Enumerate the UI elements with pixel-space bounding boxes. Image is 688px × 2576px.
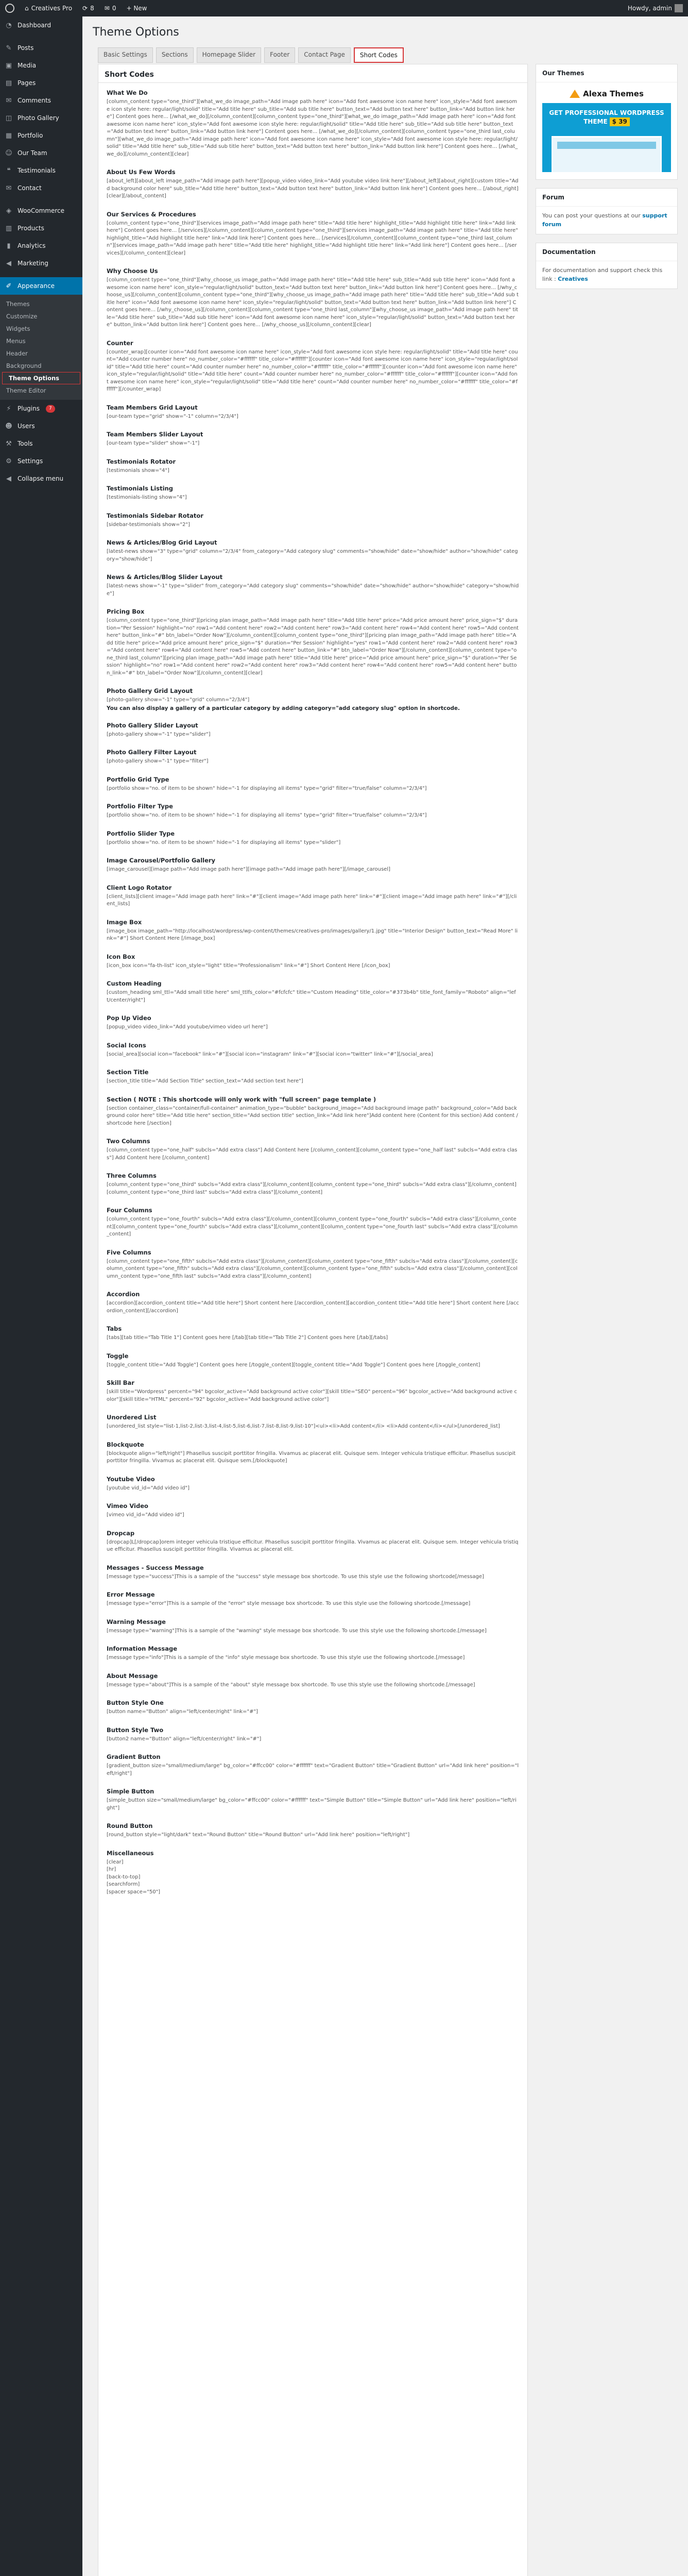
shortcode-title: Testimonials Sidebar Rotator: [107, 512, 203, 519]
theme-ad-banner[interactable]: [542, 84, 671, 172]
shortcode-title: Button Style One: [107, 1699, 164, 1706]
appearance-submenu: [0, 295, 82, 400]
sidebar-item-label: Portfolio: [18, 132, 43, 139]
submenu-item-customize[interactable]: Customize: [6, 313, 38, 320]
shortcode-code: [icon_box icon="fa-th-list" icon_style="light" title="Professionalism" link="#"] Short Content Here [/icon_box]: [107, 962, 390, 969]
support-forum-link[interactable]: support forum: [542, 212, 667, 228]
pin-icon: ✎: [6, 44, 12, 52]
shortcode-title: Button Style Two: [107, 1726, 164, 1734]
home-icon: ⌂: [25, 5, 29, 12]
shortcode-block: [107, 1564, 519, 1581]
shortcode-title: Messages - Success Message: [107, 1564, 204, 1571]
shortcode-title: Icon Box: [107, 953, 135, 960]
shortcode-block: [107, 1414, 519, 1431]
shortcode-title: Portfolio Grid Type: [107, 775, 169, 783]
shortcode-title: Dropcap: [107, 1529, 135, 1537]
shortcode-title: About Us Few Words: [107, 168, 176, 176]
sidebar-item-label: Appearance: [18, 282, 55, 290]
shortcode-block: [107, 1249, 519, 1281]
comments-link[interactable]: ✉ 0: [104, 5, 116, 12]
updates-link[interactable]: ⟳ 8: [82, 5, 94, 12]
alexa-logo-icon: [570, 90, 580, 98]
shortcode-title: Warning Message: [107, 1618, 166, 1625]
plugin-update-badge: 7: [46, 405, 55, 413]
admin-bar: [0, 0, 688, 16]
shortcode-code: [round_button style="light/dark" text="Round Button" title="Round Button" url="Add link here" position="left/right"]: [107, 1832, 410, 1838]
shortcode-block: [107, 89, 519, 158]
info-sidebar: [536, 64, 678, 297]
shortcode-title: Unordered List: [107, 1414, 157, 1421]
ad-logo: Alexa Themes: [542, 84, 671, 103]
sidebar-item-analytics[interactable]: [0, 237, 82, 255]
shortcode-block: [107, 512, 519, 529]
shortcode-title: Photo Gallery Filter Layout: [107, 749, 197, 756]
shortcode-block: [107, 267, 519, 329]
shortcode-block: [107, 1618, 519, 1635]
ad-headline: GET PROFESSIONAL WORDPRESS THEME $ 39: [547, 109, 666, 126]
shortcode-block: [107, 830, 519, 847]
shortcode-block: [107, 1502, 519, 1519]
our-themes-box: [536, 64, 678, 180]
sidebar-item-plugins[interactable]: [0, 400, 82, 417]
shortcode-title: Image Carousel/Portfolio Gallery: [107, 857, 216, 864]
shortcode-title: Youtube Video: [107, 1475, 155, 1483]
shortcode-block: [107, 1822, 519, 1839]
documentation-box: [536, 243, 678, 289]
tab-sections[interactable]: Sections: [156, 47, 194, 63]
admin-sidebar: [0, 16, 82, 2576]
plug-icon: ⚡: [6, 404, 11, 413]
shortcode-title: About Message: [107, 1672, 158, 1680]
shortcode-block: [107, 857, 519, 874]
shortcode-code: [column_content type="one_third"][what_we_do image_path="Add image path here" icon="Add font awesome icon name here" icon_style="Add font awesome icon style here: regular/light/solid" title="Add title here" sub_title="Add sub title here" button_text="Add button text here" button_link="Add button link here"] Content goes here... [/what_we_do][/column_content][column_content type="one_third"][what_we_do image_path="Add image path here" icon="Add font awesome icon name here" icon_style="Add font awesome icon style here: regular/light/solid" title="Add title here" sub_title="Add sub title here" button_text="Add button text here" button_link="Add button link here"] Content goes here... [/what_we_do][/column_content][column_content type="one_third last_column"][what_we_do image_path="Add image path here" icon="Add font awesome icon name here" icon_style="Add font awesome icon style here: regular/light/solid" title="Add title here" sub_title="Add sub title here" button_text="Add button text here" button_link="Add button link here"] Content goes here... [/what_we_do][/column_content][clear]: [107, 99, 518, 157]
shortcode-title: Team Members Slider Layout: [107, 431, 203, 438]
shortcode-code: [counter_wrap][counter icon="Add font awesome icon name here" icon_style="Add font awesome icon style here: regular/light/solid" title="Add title here" count="Add counter number here" no_number_color="#ffffff" title_color="#ffffff"][counter icon="Add font awesome icon name here" icon_style="regular/light/solid" title="Add title here" count="Add counter number here" no_number_color="#ffffff" title_color="#ffffff"][counter icon="Add font awesome icon name here" icon_style="regular/light/solid" title="Add title here" count="Add counter number here" no_number_color="#ffffff" title_color="#ffffff"][counter icon="Add font awesome icon name here" icon_style="regular/light/solid" title="Add title here" count="Add counter number here" no_number_color="#ffffff" title_color="#ffffff"][/counter_wrap]: [107, 349, 519, 392]
tab-basic-settings[interactable]: Basic Settings: [98, 47, 153, 63]
shortcode-title: Counter: [107, 339, 133, 347]
shortcode-code: [photo-gallery show="-1" type="slider"]: [107, 731, 211, 737]
sidebar-item-collapse-menu[interactable]: [0, 470, 82, 487]
shortcode-title: Accordion: [107, 1291, 140, 1298]
shortcode-code: [dropcap]L[/dropcap]orem integer vehicula tristique efficitur. Phasellus suscipit porttitor fringilla. Vivamus ac placerat elit. Quisque sem. Integer vehicula tristique efficitur. Phasellus suscipit porttitor fringilla. Vivamus ac placerat elit.: [107, 1539, 519, 1552]
shortcode-title: Portfolio Filter Type: [107, 803, 173, 810]
shortcode-code: [message type="info"]This is a sample of the "info" style message box shortcode. To use this style use the following shortcode.[/message]: [107, 1655, 465, 1660]
shortcode-title: Pricing Box: [107, 608, 145, 615]
our-themes-title: Our Themes: [536, 64, 677, 82]
portfolio-icon: ▦: [5, 131, 12, 140]
shortcode-code: [custom_heading sml_ttl="Add small title here" sml_ttlfs_color="#fcfcfc" title="Custom Heading" title_color="#373b4b" title_font_family="Roboto" align="left/center/right"]: [107, 990, 516, 1003]
shortcode-title: What We Do: [107, 89, 148, 96]
shortcode-code: [vimeo vid_id="Add video id"]: [107, 1512, 184, 1518]
wordpress-icon: [5, 4, 14, 13]
product-icon: ▥: [5, 224, 12, 232]
shortcode-title: Photo Gallery Grid Layout: [107, 687, 193, 694]
refresh-icon: ⟳: [82, 5, 88, 12]
shortcode-block: [107, 340, 519, 394]
shortcode-code: [column_content type="one_third" subcls="Add extra class"][/column_content][column_content type="one_third" subcls="Add extra class"][/column_content][column_content type="one_third last" subcls="Add extra class"][/column_content]: [107, 1182, 517, 1195]
shortcode-block: [107, 1726, 519, 1743]
shortcode-code: [popup_video video_link="Add youtube/vimeo video url here"]: [107, 1024, 268, 1030]
shortcode-code: [column_content type="one_fifth" subcls="Add extra class"][/column_content][column_content type="one_fifth" subcls="Add extra class"][/column_content][column_content type="one_fifth" subcls="Add extra class"][/column_content][column_content type="one_fifth" subcls="Add extra class"][/column_content][column_content type="one_fifth last" subcls="Add extra class"][/column_content]: [107, 1258, 518, 1279]
sidebar-item-portfolio[interactable]: [0, 127, 82, 144]
shortcode-block: [107, 431, 519, 448]
sidebar-item-label: Users: [18, 422, 35, 430]
shortcode-block: [107, 1291, 519, 1315]
shortcode-title: Why Choose Us: [107, 267, 158, 275]
shortcode-code: [simple_button size="small/medium/large" bg_color="#ffcc00" color="#ffffff" text="Simple Button" title="Simple Button" url="Add link here" position="left/right"]: [107, 1798, 517, 1811]
howdy-account-link[interactable]: Howdy, admin: [623, 0, 688, 16]
shortcode-title: Testimonials Rotator: [107, 457, 176, 465]
shortcode-block: [107, 539, 519, 563]
shortcode-code: [sidebar-testimonials show="2"]: [107, 521, 190, 528]
sidebar-item-label: Marketing: [18, 260, 48, 267]
shortcode-code: [tabs][tab title="Tab Title 1"] Content goes here [/tab][tab title="Tab Title 2"] Content goes here [/tab][/tabs]: [107, 1335, 388, 1341]
shortcode-code: [image_box image_path="http://localhost/wordpress/wp-content/themes/creatives-pro/images/gallery/1.jpg" title="Interior Design" button_text="Read More" link="#"] Short Content Here [/image_box]: [107, 928, 518, 941]
page-title: Theme Options: [93, 26, 179, 39]
shortcode-code: [social_area][social icon="facebook" link="#"][social icon="instagram" link="#"][social icon="twitter" link="#"][/social_area]: [107, 1051, 433, 1057]
shortcode-title: Pop Up Video: [107, 1014, 151, 1022]
shortcode-block: [107, 1042, 519, 1059]
team-icon: ☺: [5, 149, 12, 157]
sidebar-item-comments[interactable]: [0, 92, 82, 109]
shortcode-block: [107, 1753, 519, 1777]
forum-text: You can post your questions at our support forum: [542, 212, 667, 228]
shortcode-block: [107, 168, 519, 200]
forum-title: Forum: [536, 189, 677, 207]
shortcode-code: [latest-news show="-1" type="slider" from_category="Add category slug" comments="show/hide" date="show/hide" author="show/hide" category="show/hide"]: [107, 583, 519, 597]
shortcode-title: Image Box: [107, 918, 142, 926]
documentation-text: For documentation and support check this link : Creatives: [542, 267, 663, 282]
shortcode-code: [clear] [hr] [back-to-top] [searchform] [spacer space="50"]: [107, 1859, 161, 1895]
submenu-item-theme-options[interactable]: Theme Options: [2, 372, 80, 384]
media-icon: ▣: [5, 61, 12, 70]
menu-separator: [0, 197, 82, 202]
shortcode-code: [photo-gallery show="-1" type="filter"]: [107, 758, 209, 764]
brush-icon: ✐: [6, 282, 12, 290]
shortcode-title: Section Title: [107, 1069, 149, 1076]
shortcode-code: [section_title title="Add Section Title" section_text="Add section text here"]: [107, 1078, 303, 1084]
menu-separator: [0, 34, 82, 39]
shortcode-title: Error Message: [107, 1591, 155, 1598]
shortcode-code: [about_left][about_left image_path="Add image path here"][popup_video video_link="Add youtube video link here"][/about_left][about_right][custom title="Add background color here" sub_title="Add title here" button_text="Add button text here" button_link="Add button link here"] Content goes here... [/about_right][clear][/about_content]: [107, 178, 519, 199]
shortcode-code: [image_carousel][image path="Add image path here"][image path="Add image path here"][/image_carousel]: [107, 867, 391, 872]
sidebar-item-contact[interactable]: [0, 179, 82, 197]
shortcode-code: [section container_class="container/full-container" animation_type="bubble" background_image="Add background image path" background_color="Add background color here" title="Add title here" section_title="Add section title" section_link="Add link here"]Add content here (Content for this section) Add content / shortcode here [/section]: [107, 1105, 520, 1126]
shortcode-block: [107, 1672, 519, 1689]
sidebar-item-label: Posts: [18, 44, 34, 52]
sidebar-item-media[interactable]: [0, 57, 82, 74]
sidebar-item-settings[interactable]: [0, 452, 82, 470]
tab-short-codes[interactable]: Short Codes: [354, 47, 404, 63]
submenu-item-themes[interactable]: Themes: [6, 300, 30, 308]
shortcode-code: [accordion][accordion_content title="Add title here"] Short content here [/accordion_content][accordion_content title="Add title here"] Short content here [/accordion_content][/accordion]: [107, 1300, 519, 1314]
ad-price: $ 39: [610, 117, 630, 127]
sidebar-item-woocommerce[interactable]: [0, 202, 82, 219]
shortcode-list: [98, 84, 527, 2576]
user-icon: ☻: [5, 422, 12, 430]
shortcode-block: [107, 1379, 519, 1403]
shortcode-block: [107, 404, 519, 421]
shortcode-title: Custom Heading: [107, 980, 162, 987]
comment-icon: ✉: [104, 5, 110, 12]
sidebar-item-tools[interactable]: [0, 435, 82, 452]
sidebar-item-label: Plugins: [18, 405, 40, 412]
shortcode-title: Simple Button: [107, 1788, 154, 1795]
sidebar-item-label: WooCommerce: [18, 207, 64, 214]
gauge-icon: ◔: [6, 21, 12, 29]
shortcode-block: [107, 919, 519, 943]
sidebar-item-our-team[interactable]: [0, 144, 82, 162]
sidebar-item-posts[interactable]: [0, 39, 82, 57]
tab-footer[interactable]: Footer: [264, 47, 295, 63]
sidebar-item-label: Analytics: [18, 242, 46, 249]
shortcode-code: [message type="warning"]This is a sample of the "warning" style message box shortcode. To use this style use the following shortcode.[/message]: [107, 1628, 487, 1634]
sidebar-item-pages[interactable]: [0, 74, 82, 92]
tab-contact-page[interactable]: Contact Page: [298, 47, 351, 63]
shortcode-block: [107, 776, 519, 793]
shortcode-block: [107, 485, 519, 502]
shortcode-title: Round Button: [107, 1822, 153, 1829]
shortcode-code: [client_lists][client image="Add image path here" link="#"][client image="Add image path here" link="#"][client image="Add image path here" link="#"][/client_lists]: [107, 893, 517, 907]
comment-icon: ✉: [6, 96, 12, 105]
shortcode-code: [portfolio show="no. of item to be shown" hide="-1 for displaying all items" type="slider"]: [107, 839, 341, 845]
sidebar-item-appearance[interactable]: [0, 277, 82, 295]
collapse-icon: ◀: [6, 474, 11, 483]
shortcode-code: [skill title="Wordpress" percent="94" bgcolor_active="Add background active color"][skill title="SEO" percent="96" bgcolor_active="Add background active color"][skill title="HTML" percent="92" bgcolor_active="Add background active color"]: [107, 1389, 517, 1402]
woo-icon: ◈: [6, 207, 11, 215]
shortcode-code: [column_content type="one_fourth" subcls="Add extra class"][/column_content][column_content type="one_fourth" subcls="Add extra class"][/column_content][column_content type="one_fourth" subcls="Add extra class"][/column_content][column_content type="one_fourth last" subcls="Add extra class"][/column_content]: [107, 1216, 518, 1237]
shortcode-block: [107, 1207, 519, 1239]
forum-box: [536, 188, 678, 234]
sidebar-item-label: Photo Gallery: [18, 114, 59, 122]
shortcode-code: [message type="about"]This is a sample of the "about" style message box shortcode. To use this style use the following shortcode.[/message]: [107, 1682, 475, 1688]
shortcode-block: [107, 1441, 519, 1465]
shortcode-block: [107, 1645, 519, 1662]
shortcode-block: [107, 608, 519, 677]
sidebar-item-label: Products: [18, 225, 44, 232]
options-tabs: [98, 47, 404, 63]
sidebar-item-marketing[interactable]: [0, 255, 82, 272]
megaphone-icon: ◀: [6, 259, 11, 267]
shortcode-block: [107, 1096, 519, 1128]
shortcode-title: Two Columns: [107, 1138, 150, 1145]
documentation-title: Documentation: [536, 243, 677, 261]
site-name-link[interactable]: ⌂ Creatives Pro: [25, 5, 73, 12]
shortcode-block: [107, 1138, 519, 1162]
short-codes-panel: [98, 64, 528, 2576]
shortcode-code: [latest-news show="3" type="grid" column="2/3/4" from_category="Add category slug" comments="show/hide" date="show/hide" author="show/hide" category="show/hide"]: [107, 549, 518, 562]
shortcode-code: [portfolio show="no. of item to be shown" hide="-1 for displaying all items" type="grid" filter="true/false" column="2/3/4"]: [107, 785, 427, 791]
sidebar-item-label: Media: [18, 62, 37, 69]
submenu-item-background[interactable]: Background: [6, 362, 42, 369]
shortcode-code: [button2 name="Button" align="left/center/right" link="#"]: [107, 1736, 262, 1742]
shortcode-title: Information Message: [107, 1645, 178, 1652]
shortcode-code: [blockquote align="left/right"] Phasellus suscipit porttitor fringilla. Vivamus ac placerat elit. Quisque sem. Integer vehicula tristique efficitur. Phasellus suscipit porttitor fringilla. Vivamus ac placerat elit. Quisque sem.[/blockquote]: [107, 1450, 518, 1464]
shortcode-title: News & Articles/Blog Slider Layout: [107, 573, 223, 581]
shortcode-block: [107, 1699, 519, 1716]
shortcode-code: [button name="Button" align="left/center/right" link="#"]: [107, 1709, 258, 1715]
shortcode-code: [toggle_content title="Add Toggle"] Content goes here [/toggle_content][toggle_content title="Add Toggle"] Content goes here [/toggle_content]: [107, 1362, 480, 1368]
avatar: [675, 4, 683, 12]
submenu-item-theme-editor[interactable]: Theme Editor: [6, 387, 46, 394]
shortcode-block: [107, 211, 519, 258]
shortcode-code: [our-team type="slider" show="-1"]: [107, 440, 200, 446]
settings-icon: ⚙: [6, 457, 12, 465]
shortcode-block: [107, 1788, 519, 1812]
shortcode-title: Portfolio Slider Type: [107, 829, 175, 837]
shortcode-code: [portfolio show="no. of item to be shown" hide="-1 for displaying all items" type="grid" filter="true/false" column="2/3/4"]: [107, 812, 427, 818]
shortcode-block: [107, 953, 519, 970]
shortcode-title: Social Icons: [107, 1041, 146, 1049]
shortcode-block: [107, 1352, 519, 1369]
shortcode-block: [107, 573, 519, 598]
shortcode-block: [107, 1476, 519, 1493]
shortcode-block: [107, 1325, 519, 1342]
shortcode-code: [photo-gallery show="-1" type="grid" column="2/3/4"]: [107, 697, 250, 703]
panel-title: Short Codes: [98, 64, 527, 83]
sidebar-item-products[interactable]: [0, 219, 82, 237]
shortcode-block: [107, 1591, 519, 1608]
tab-homepage-slider[interactable]: Homepage Slider: [197, 47, 261, 63]
shortcode-title: News & Articles/Blog Grid Layout: [107, 539, 217, 546]
shortcode-code: [message type="success"]This is a sample of the "success" style message box shortcode. To use this style use the following shortcode[/message]: [107, 1573, 484, 1580]
shortcode-block: [107, 803, 519, 820]
shortcode-block: [107, 1172, 519, 1196]
wrench-icon: ⚒: [6, 439, 12, 448]
quote-icon: ❝: [7, 166, 11, 175]
sidebar-item-photo-gallery[interactable]: [0, 109, 82, 127]
ad-screenshot: [552, 136, 662, 172]
shortcode-block: [107, 722, 519, 739]
shortcode-block: [107, 1014, 519, 1031]
shortcode-block: [107, 749, 519, 766]
shortcode-title: Five Columns: [107, 1248, 151, 1256]
shortcode-title: Three Columns: [107, 1172, 157, 1179]
shortcode-block: [107, 1530, 519, 1554]
sidebar-item-label: Testimonials: [18, 167, 56, 174]
page-icon: ▤: [5, 79, 12, 87]
shortcode-title: Skill Bar: [107, 1379, 134, 1386]
sidebar-item-dashboard[interactable]: [0, 16, 82, 34]
shortcode-block: [107, 884, 519, 908]
shortcode-title: Gradient Button: [107, 1753, 161, 1760]
shortcode-block: [107, 1850, 519, 1896]
sidebar-item-label: Dashboard: [18, 22, 51, 29]
sidebar-item-label: Our Team: [18, 149, 47, 157]
shortcode-block: [107, 1069, 519, 1086]
shortcode-title: Section ( NOTE : This shortcode will only work with "full screen" page template ): [107, 1095, 376, 1103]
shortcode-title: Vimeo Video: [107, 1502, 148, 1510]
sidebar-item-testimonials[interactable]: [0, 162, 82, 179]
shortcode-title: Client Logo Rotator: [107, 884, 172, 891]
mail-icon: ✉: [6, 184, 12, 192]
shortcode-title: Toggle: [107, 1352, 129, 1360]
submenu-item-widgets[interactable]: Widgets: [6, 325, 30, 332]
shortcode-code: [youtube vid_id="Add video id"]: [107, 1485, 190, 1491]
wp-logo-button[interactable]: [0, 0, 20, 16]
menu-separator: [0, 272, 82, 277]
sidebar-item-users[interactable]: [0, 417, 82, 435]
shortcode-code: [testimonials-listing show="4"]: [107, 495, 187, 500]
shortcode-code: [unordered_list style="list-1,list-2,list-3,list-4,list-5,list-6,list-7,list-8,list-9,list-10"]<ul><li>Add content</li> <li>Add content</li></ul>[/unordered_list]: [107, 1423, 500, 1429]
sidebar-item-label: Comments: [18, 97, 51, 104]
sidebar-item-label: Contact: [18, 184, 42, 192]
shortcode-title: Miscellaneous: [107, 1849, 154, 1857]
new-content-link[interactable]: + New: [126, 5, 147, 12]
shortcode-code: [column_content type="one_third"][why_choose_us image_path="Add image path here" title="Add title here" sub_title="Add sub title here" icon="Add font awesome icon name here" icon_style="regular/light/solid" button_text="Add button text here" button_link="Add button link here"] Content goes here... [/why_choose_us][/column_content][column_content type="one_third"][why_choose_us image_path="Add image path here" title="Add title here" sub_title="Add sub title here" icon="Add font awesome icon name here" icon_style="regular/light/solid" button_text="Add button text here" button_link="Add button link here"] Content goes here... [/why_choose_us][/column_content][column_content type="one_third last_column"][why_choose_us image_path="Add image path here" title="Add title here" sub_title="Add sub title here" icon="Add font awesome icon name here" icon_style="regular/light/solid" button_text="Add button text here" button_link="Add button link here"] Content goes here... [/why_choose_us][/column_content][clear]: [107, 277, 519, 328]
shortcode-title: Team Members Grid Layout: [107, 403, 198, 411]
sidebar-item-label: Pages: [18, 79, 36, 87]
shortcode-code: [our-team type="grid" show="-1" column="2/3/4"]: [107, 413, 238, 419]
shortcode-title: Photo Gallery Slider Layout: [107, 721, 198, 729]
shortcode-code: [message type="error"]This is a sample of the "error" style message box shortcode. To use this style use the following shortcode.[/message]: [107, 1601, 471, 1606]
shortcode-code: [gradient_button size="small/medium/large" bg_color="#ffcc00" color="#ffffff" text="Gradient Button" title="Gradient Button" url="Add link here" position="left/right"]: [107, 1763, 519, 1776]
submenu-item-header[interactable]: Header: [6, 350, 28, 357]
shortcode-title: Testimonials Listing: [107, 485, 173, 492]
sidebar-item-label: Settings: [18, 457, 43, 465]
shortcode-block: [107, 458, 519, 475]
shortcode-title: Blockquote: [107, 1440, 144, 1448]
shortcode-code: [column_content type="one_third"][services image_path="Add image path here" title="Add title here" highlight_title="Add highlight title here" link="Add link here"] Content goes here... [/services][/column_content][column_content type="one_third"][services image_path="Add image path here" title="Add title here" highlight_title="Add highlight title here" link="Add link here"] Content goes here... [/services][/column_content][column_content type="one_third last_column"][services image_path="Add image path here" title="Add title here" highlight_title="Add highlight title here" link="Add link here"] Content goes here... [/services][/column_content][clear]: [107, 220, 520, 256]
photo-icon: ◫: [5, 114, 12, 122]
shortcode-block: [107, 980, 519, 1004]
submenu-item-menus[interactable]: Menus: [6, 337, 26, 345]
chart-icon: ▮: [7, 242, 11, 250]
shortcode-note: You can also display a gallery of a particular category by adding category="add category slug" option in shortcode.: [107, 705, 460, 711]
shortcode-block: [107, 687, 519, 711]
shortcode-code: [testimonials show="4"]: [107, 467, 169, 473]
shortcode-code: [column_content type="one_half" subcls="Add extra class"] Add Content here [/column_content][column_content type="one_half last" subcls="Add extra class"] Add Content here [/column_content]: [107, 1147, 518, 1161]
sidebar-item-label: Tools: [18, 440, 33, 447]
shortcode-title: Four Columns: [107, 1207, 152, 1214]
shortcode-title: Our Services & Procedures: [107, 210, 196, 218]
creatives-doc-link[interactable]: Creatives: [558, 275, 588, 282]
sidebar-item-label: Collapse menu: [18, 475, 64, 482]
shortcode-code: [column_content type="one_third"][pricing plan image_path="Add image path here" title="Add title here" price="Add price amount here" price_sign="$" duration="Per Session" highlight="no" row1="Add content here" row2="Add content here" row3="Add content here" row4="Add content here" row5="Add content here" button_link="#" btn_label="Order Now"][/column_content][column_content type="one_third"][pricing plan image_path="Add image path here" title="Add title here" price="Add price amount here" price_sign="$" duration="Per Session" highlight="yes" row1="Add content here" row2="Add content here" row3="Add content here" row4="Add content here" row5="Add content here" button_link="#" btn_label="Order Now"][/column_content][column_content type="one_third last_column"][pricing plan image_path="Add image path here" title="Add title here" price="Add price amount here" price_sign="$" duration="Per Session" highlight="no" row1="Add content here" row2="Add content here" row3="Add content here" row4="Add content here" row5="Add content here" button_link="#" btn_label="Order Now"][/column_content][clear]: [107, 618, 521, 676]
shortcode-title: Tabs: [107, 1325, 122, 1332]
